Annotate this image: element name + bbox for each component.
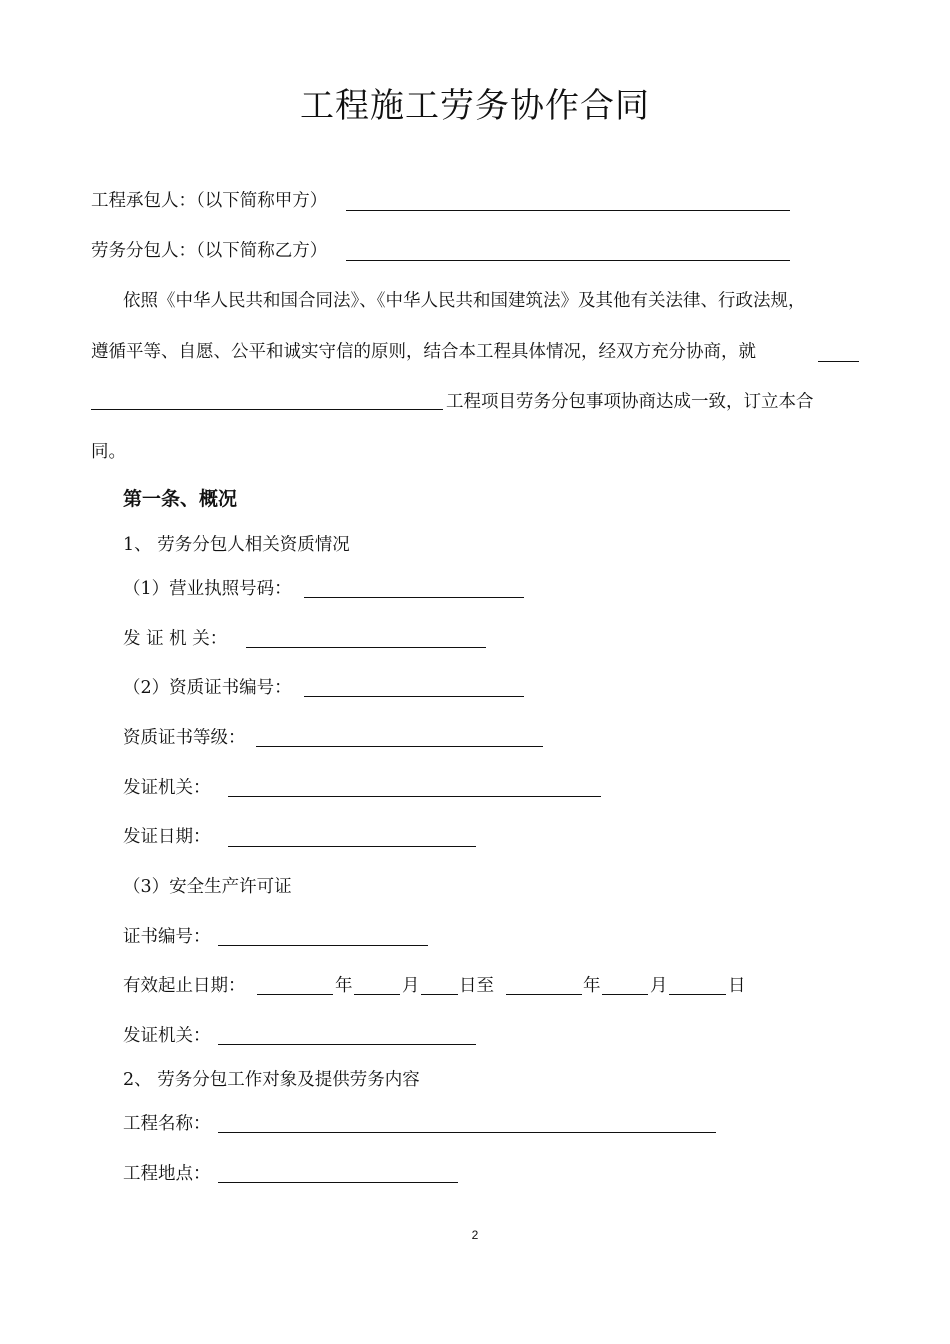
party-b-field[interactable] bbox=[346, 260, 790, 261]
issue-date-field[interactable] bbox=[228, 846, 476, 847]
intro-line-1: 依照《中华人民共和国合同法》、《中华人民共和国建筑法》及其他有关法律、行政法规， bbox=[123, 291, 806, 311]
project-name-label: 工程名称： bbox=[123, 1114, 211, 1134]
document-title: 工程施工劳务协作合同 bbox=[300, 86, 650, 126]
page-number: 2 bbox=[471, 1228, 479, 1242]
license-no-field[interactable] bbox=[304, 597, 524, 598]
project-location-field[interactable] bbox=[218, 1182, 458, 1183]
validity-day-unit: 日 bbox=[728, 976, 746, 996]
party-a-label: 工程承包人：（以下简称甲方） bbox=[91, 191, 328, 211]
issuing-authority-label-1: 发 证 机 关： bbox=[123, 629, 228, 649]
section-1-heading: 第一条、概况 bbox=[123, 488, 238, 510]
validity-start-year-field[interactable] bbox=[257, 994, 333, 995]
validity-end-year-field[interactable] bbox=[506, 994, 582, 995]
validity-end-month-field[interactable] bbox=[602, 994, 648, 995]
validity-year-unit: 年 bbox=[335, 976, 353, 996]
party-b-label: 劳务分包人：（以下简称乙方） bbox=[91, 241, 328, 261]
validity-end-day-field[interactable] bbox=[669, 994, 726, 995]
issuing-authority-field-1[interactable] bbox=[246, 647, 486, 648]
safety-permit-label: （3）安全生产许可证 bbox=[123, 877, 292, 897]
item-1-title: 1、 劳务分包人相关资质情况 bbox=[123, 535, 350, 555]
issuing-authority-field-3[interactable] bbox=[218, 1044, 476, 1045]
intro-line-3: 工程项目劳务分包事项协商达成一致，订立本合 bbox=[446, 392, 814, 412]
qual-cert-level-label: 资质证书等级： bbox=[123, 728, 246, 748]
issuing-authority-label-2: 发证机关： bbox=[123, 778, 211, 798]
validity-label: 有效起止日期： bbox=[123, 976, 246, 996]
validity-day-to: 日至 bbox=[459, 976, 494, 996]
intro-line-2: 遵循平等、自愿、公平和诚实守信的原则，结合本工程具体情况，经双方充分协商，就 bbox=[91, 342, 756, 362]
issuing-authority-label-3: 发证机关： bbox=[123, 1026, 211, 1046]
project-location-label: 工程地点： bbox=[123, 1164, 211, 1184]
qual-cert-no-label: （2）资质证书编号： bbox=[123, 678, 292, 698]
license-no-label: （1）营业执照号码： bbox=[123, 579, 292, 599]
intro-line-4: 同。 bbox=[91, 442, 126, 462]
validity-month-unit-2: 月 bbox=[650, 976, 668, 996]
validity-start-month-field[interactable] bbox=[354, 994, 400, 995]
validity-start-day-field[interactable] bbox=[421, 994, 458, 995]
project-blank[interactable] bbox=[91, 409, 443, 410]
cert-no-label: 证书编号： bbox=[123, 927, 211, 947]
qual-cert-level-field[interactable] bbox=[256, 746, 543, 747]
cert-no-field[interactable] bbox=[218, 945, 428, 946]
issuing-authority-field-2[interactable] bbox=[228, 796, 601, 797]
project-name-field[interactable] bbox=[218, 1132, 716, 1133]
validity-year-unit-2: 年 bbox=[583, 976, 601, 996]
project-blank-start[interactable] bbox=[818, 361, 859, 362]
issue-date-label: 发证日期： bbox=[123, 827, 211, 847]
item-2-title: 2、 劳务分包工作对象及提供劳务内容 bbox=[123, 1070, 420, 1090]
party-a-field[interactable] bbox=[346, 210, 790, 211]
qual-cert-no-field[interactable] bbox=[304, 696, 524, 697]
validity-month-unit: 月 bbox=[402, 976, 420, 996]
